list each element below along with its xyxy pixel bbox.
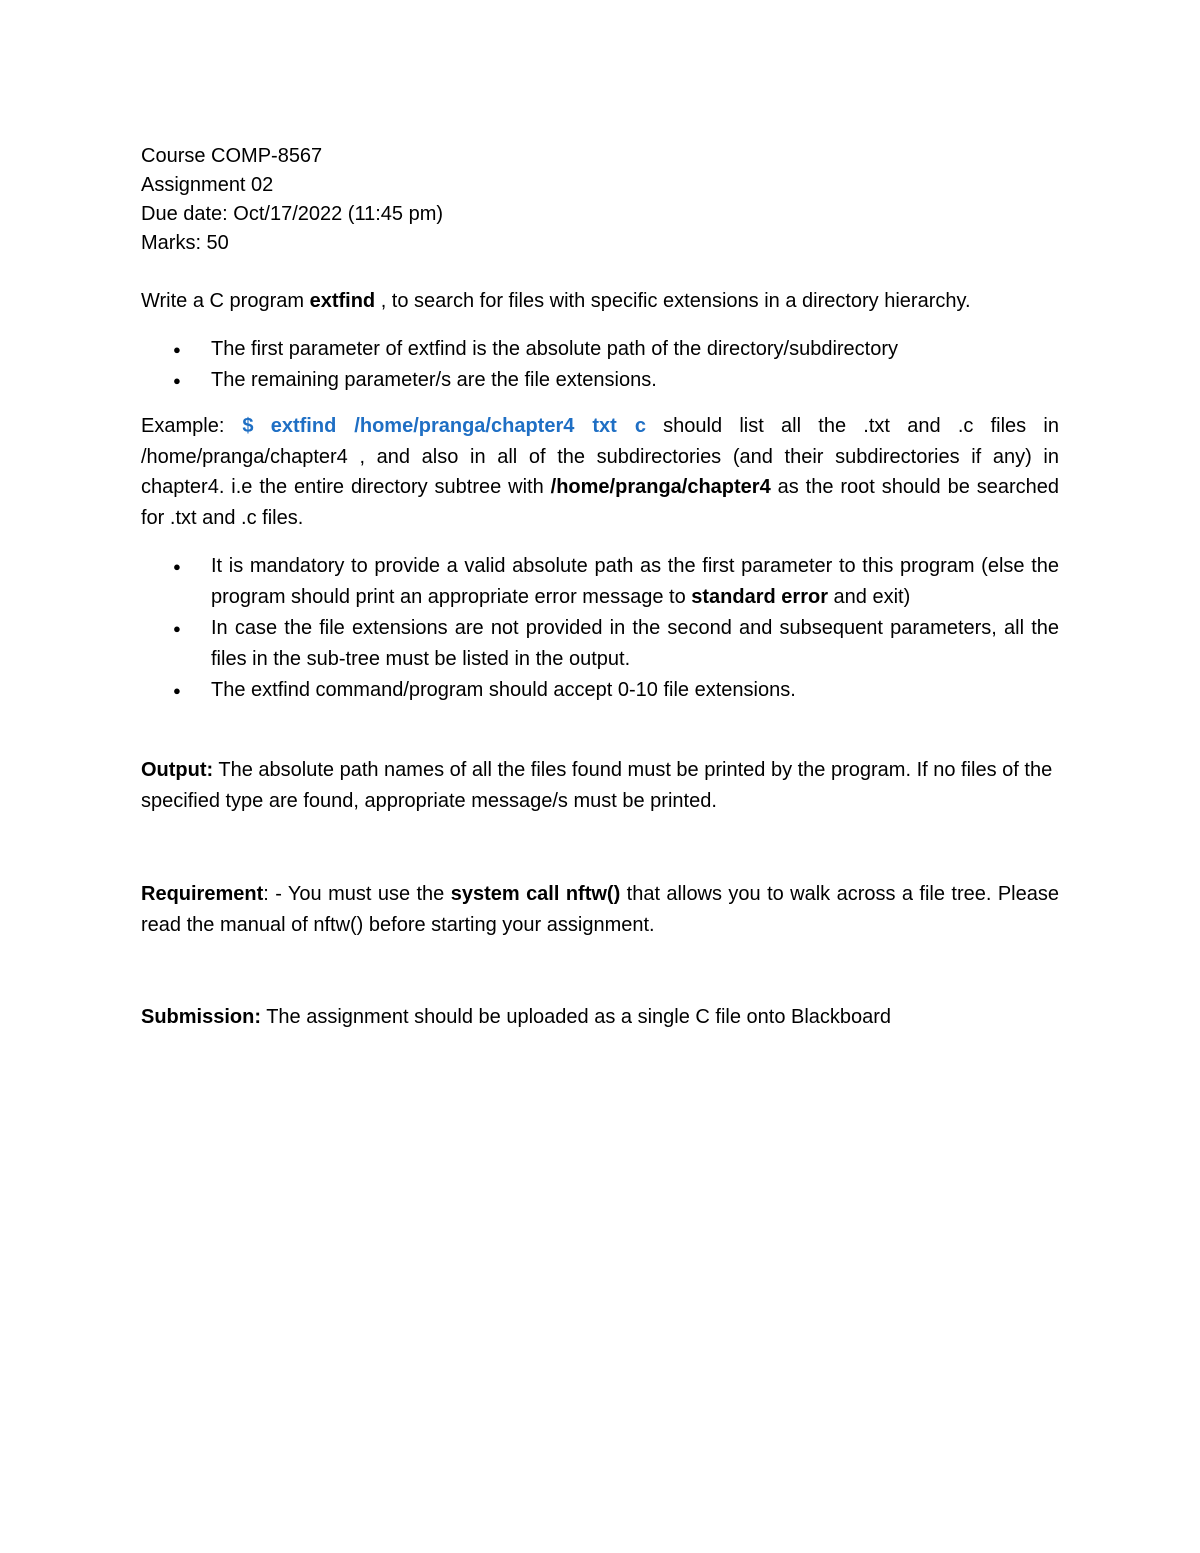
submission-label: Submission: <box>141 1006 262 1028</box>
submission-text: The assignment should be uploaded as a single C file onto Blackboard <box>261 1006 892 1028</box>
document-body <box>141 142 1059 1032</box>
requirement-label: Requirement <box>141 883 264 905</box>
requirement-text-1: : - You must use the <box>263 883 451 905</box>
program-name: extfind <box>309 290 376 312</box>
marks-line: Marks: 50 <box>141 232 229 254</box>
list-item: ● In case the file extensions are not provided in the second and subsequent parameters, all the files in the sub-tree must be listed in the output. <box>141 613 1059 675</box>
course-line: Course COMP-8567 <box>141 145 323 167</box>
rules-list <box>141 551 1059 706</box>
assignment-line: Assignment 02 <box>141 174 274 196</box>
output-label: Output: <box>141 759 214 781</box>
submission-paragraph <box>141 1003 1059 1032</box>
output-paragraph <box>141 755 1059 817</box>
example-label: Example: <box>141 415 225 437</box>
example-text-1: should list all the .txt and .c files in /home/pranga/chapter4 , and also in all of the subdirectories (and their subdirectories if any) in chapter4. i.e the entire directory subtree with <box>141 415 1059 498</box>
list-item: ● The first parameter of extfind is the absolute path of the directory/subdirectory <box>141 334 1059 365</box>
root-path: /home/pranga/chapter4 <box>550 476 771 498</box>
intro-text-post: , to search for files with specific extensions in a directory hierarchy. <box>375 290 971 312</box>
list-item: ● The remaining parameter/s are the file extensions. <box>141 365 1059 396</box>
rule-text-post: and exit) <box>827 586 911 608</box>
requirement-bold: system call nftw() <box>450 883 621 905</box>
command-ext-txt: txt <box>592 415 617 437</box>
requirement-text-2: that allows you to walk across a file tree. Please read the manual of nftw() before starting your assignment. <box>141 883 1059 936</box>
command-prompt: $ extfind <box>242 415 337 437</box>
parameters-list <box>141 334 1059 396</box>
requirement-paragraph <box>141 879 1059 941</box>
list-item <box>141 551 1059 613</box>
output-text: The absolute path names of all the files found must be printed by the program. If no files of the specified type are found, appropriate message/s must be printed. <box>141 759 1053 812</box>
due-date-line: Due date: Oct/17/2022 (11:45 pm) <box>141 203 444 225</box>
intro-paragraph <box>141 287 1059 316</box>
list-item: ● The extfind command/program should accept 0-10 file extensions. <box>141 675 1059 706</box>
example-paragraph <box>141 411 1059 533</box>
command-ext-c: c <box>634 415 646 437</box>
example-command <box>242 415 646 437</box>
rule-text: It is mandatory to provide a valid absolute path as the first parameter to this program (else the program should print an appropriate error message to <box>211 555 1059 608</box>
assignment-header <box>141 142 1059 258</box>
example-text-2: as the root should be searched for .txt and .c files. <box>141 476 1059 529</box>
command-path: /home/pranga/chapter4 <box>354 415 575 437</box>
intro-text-pre: Write a C program <box>141 290 310 312</box>
rule-bold-text: standard error <box>691 586 828 608</box>
